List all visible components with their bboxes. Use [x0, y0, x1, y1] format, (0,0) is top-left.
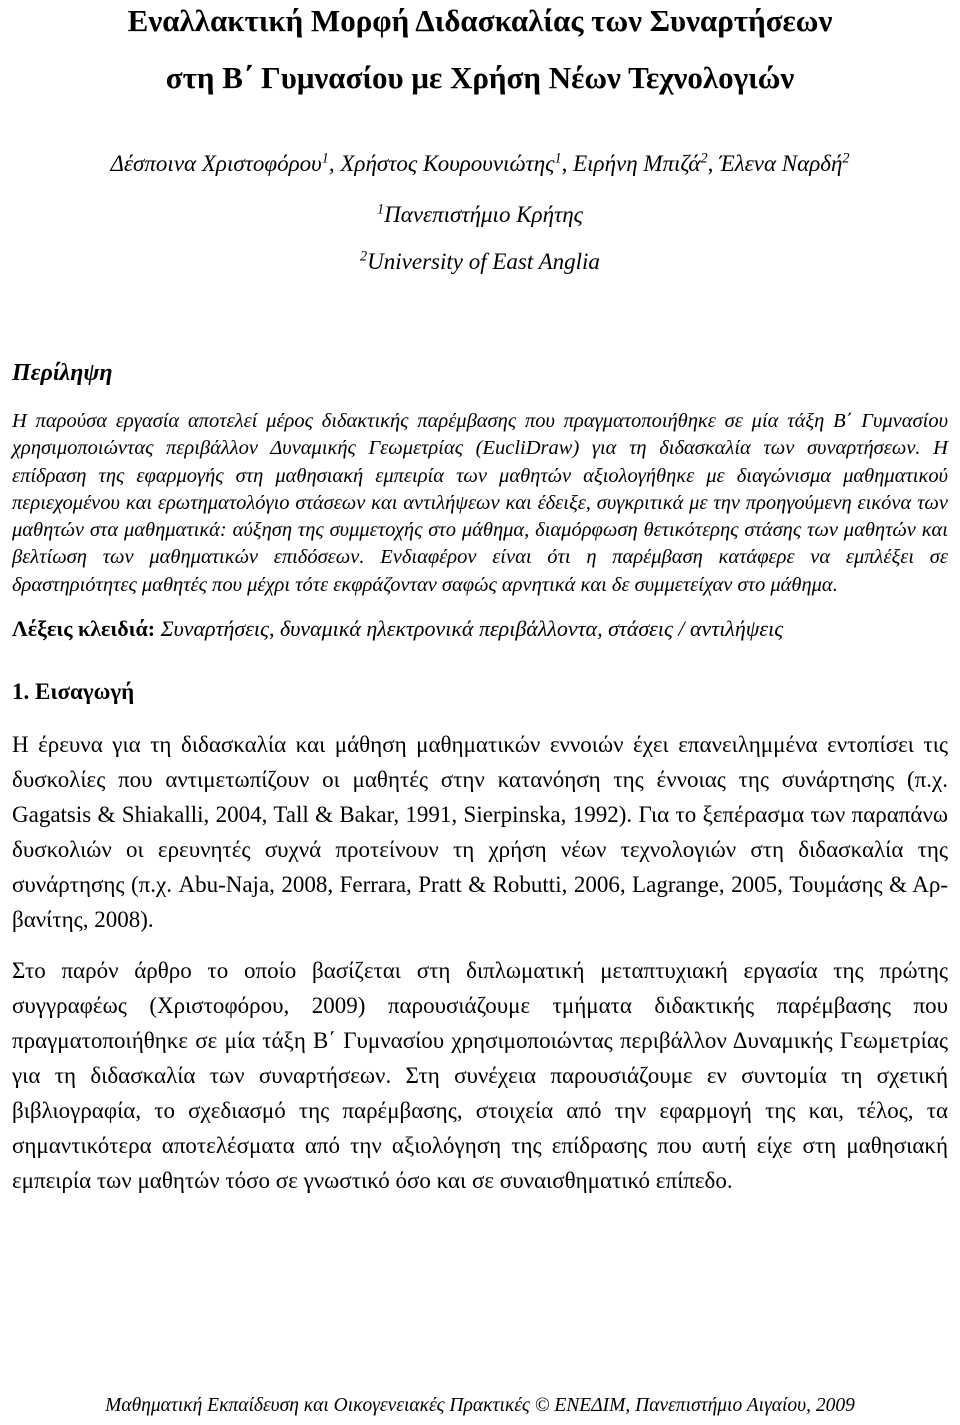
keywords-text: Συναρτήσεις, δυναμικά ηλεκτρονικά περιβάλλοντα, στάσεις / αντιλήψεις [160, 616, 784, 642]
author-affiliation-mark: 2 [842, 150, 850, 167]
title-line-1: Εναλλακτική Μορφή Διδασκαλίας των Συναρτήσεων [127, 3, 833, 38]
author-name: Έλενα Ναρδή [719, 151, 843, 176]
author-name: Ειρήνη Μπιζά [573, 151, 701, 176]
title-line-2: στη Β΄ Γυμνασίου με Χρήση Νέων Τεχνολογιών [165, 60, 795, 95]
affiliation-number: 1 [377, 201, 385, 218]
abstract-heading: Περίληψη [12, 360, 113, 386]
author-affiliation-mark: 1 [321, 150, 329, 167]
body-paragraph: Στο παρόν άρθρο το οποίο βασίζεται στη διπλωματική μεταπτυχιακή εργασία της πρώτης συγγραφέως (Χριστοφόρου, 2009) παρουσιάζουμε τμήματα διδακτικής παρέμβασης που πραγματοποιήθηκε σε μία τάξη Β΄ Γυμνασίου χρησιμοποιώντας περιβάλλον Δυναμικής Γεωμετρίας για τη διδασκαλία των συναρτήσεων. Στη συνέχεια παρουσιάζουμε εν συντομία τη σχετική βιβλιογραφία, το σχεδιασμό της παρέμβασης, στοιχεία από την εφαρμογή της και, τέλος, τα σημαντικότερα αποτελέσματα από την αξιολόγηση της επίδρασης που αυτή είχε στη μαθησιακή εμπειρία των μαθητών τόσο σε γνωστικό όσο και σε συναισθηματικό επίπεδο. [12, 958, 948, 1194]
abstract-text: Η παρούσα εργασία αποτελεί μέρος διδακτικής παρέμβασης που πραγματοποιήθηκε σε μία τάξη Β΄ Γυμνασίου χρησιμοποιώντας περιβάλλον Δυναμικής Γεωμετρίας (EucliDraw) για τη διδασκαλία των συναρτήσεων. Η επίδραση της εφαρμογής στη μαθησιακή εμπειρία των μαθητών αξιολογήθηκε με διαγώνισμα μαθηματικού περιεχομένου και ερωτηματολόγιο στάσεων και αντιλήψεων και έδειξε, συγκριτικά με την προηγούμενη εικόνα των μαθητών στα μαθηματικά: αύξηση της συμμετοχής στο μάθημα, διαμόρφωση θετικότερης στάσης των μαθητών και βελτίωση των μαθηματικών επιδόσεων. Ενδιαφέρον είναι ότι η παρέμβαση κατάφερε να εμπλέξει σε δραστηριότητες μαθητές που μέχρι τότε εκφράζονταν σαφώς αρνητικά και δε συμμετείχαν στο μάθημα. [12, 410, 948, 596]
affiliation-number: 2 [360, 248, 368, 265]
keywords [12, 613, 948, 644]
keywords-label: Λέξεις κλειδιά: [12, 616, 156, 642]
author-list: Δέσποινα Χριστοφόρου$^1$, Χρήστος Κουρουνιώτης$^1$, Ειρήνη Μπιζά$^2$, Έλενα Ναρδή$^2$ [110, 150, 850, 176]
affiliation-1 [12, 200, 948, 230]
author-affiliation-mark: 2 [700, 150, 708, 167]
author-affiliation-mark: 1 [554, 150, 562, 167]
affiliation-name: University of East Anglia [367, 249, 600, 274]
page-footer: Μαθηματική Εκπαίδευση και Οικογενειακές Πρακτικές © ΕΝΕΔΙΜ, Πανεπιστήμιο Αιγαίου, 2009 [105, 1395, 855, 1416]
body-paragraph: Η έρευνα για τη διδασκαλία και μάθηση μαθηματικών εννοιών έχει επανειλημμένα εντοπίσει τις δυσκολίες που αντιμετωπίζουν οι μαθητές στην κατανόηση της έννοιας της συνάρτησης (π.χ. Gagatsis & Shiakalli, 2004, Tall & Bakar, 1991, Sierpinska, 1992). Για το ξεπέρασμα των παραπάνω δυσκολιών οι ερευνητές συχνά προτείνουν τη χρήση νέων τεχνολογιών στη διδασκαλία της συνάρτησης (π.χ. Abu-Naja, 2008, Ferrara, Pratt & Robutti, 2006, Lagrange, 2005, Τουμάσης & Αρβανίτης, 2008). [12, 732, 948, 933]
section-heading-introduction: 1. Εισαγωγή [12, 679, 135, 705]
affiliation-2 [12, 247, 948, 277]
affiliation-name: Πανεπιστήμιο Κρήτης [384, 202, 583, 227]
author-name: Δέσποινα Χριστοφόρου [110, 151, 322, 176]
author-name: Χρήστος Κουρουνιώτης [340, 151, 555, 176]
